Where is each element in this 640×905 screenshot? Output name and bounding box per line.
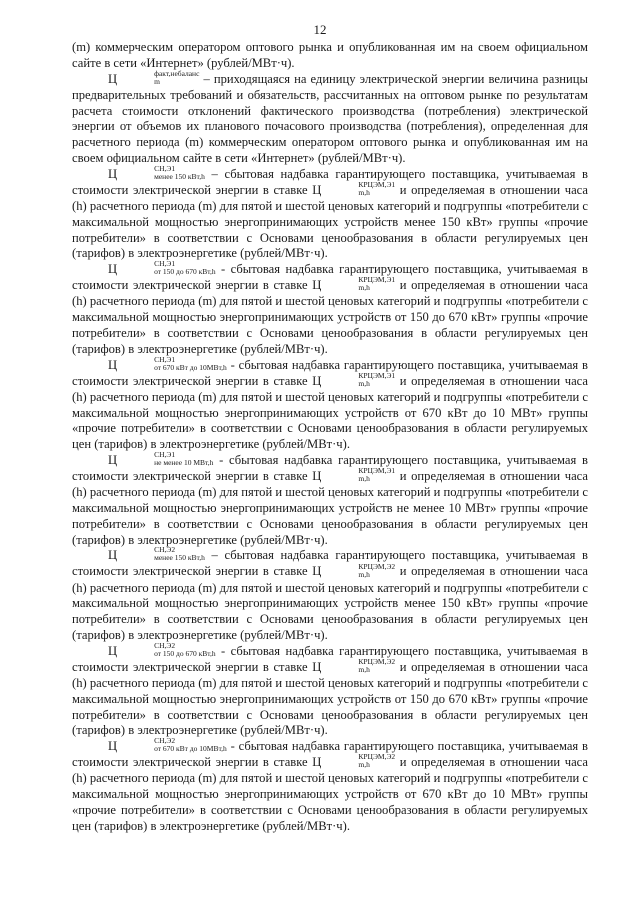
markup-paragraph: Ц СН,Э2 от 670 кВт до 10МВт,h - сбытовая надбавка гарантирующего поставщика, учитываемая в стоимости электрической энергии в ставке Ц КРЦЭМ,Э2 m,h и определяемая в отношении часа (h) расчетного периода (m) для пятой и шестой ценовых категорий и подгруппы «потребители с максимальной мощностью энергопринимающих устройств от 670 кВт до 10 МВт» группы «прочие потребители» в соответствии с Основами ценообразования в области регулируемых цен (тарифов) в электроэнергетике (рублей/МВт·ч). (72, 736, 588, 833)
document-body (72, 40, 588, 835)
markup-paragraph: Ц СН,Э2 от 150 до 670 кВт,h - сбытовая надбавка гарантирующего поставщика, учитываемая в стоимости электрической энергии в ставке Ц КРЦЭМ,Э2 m,h и определяемая в отношении часа (h) расчетного периода (m) для пятой и шестой ценовых категорий и подгруппы «потребители с максимальной мощностью энергопринимающих устройств от 150 до 670 кВт» группы «прочие потребители» в соответствии с Основами ценообразования в области регулируемых цен (тарифов) в электроэнергетике (рублей/МВт·ч). (72, 640, 588, 738)
markup-symbol: Ц СН,Э1 не менее 10 МВт,h (108, 450, 214, 468)
rate-symbol: Ц КРЦЭМ,Э1 m,h (312, 275, 396, 293)
markup-symbol: Ц СН,Э1 от 150 до 670 кВт,h (108, 259, 216, 277)
markup-paragraph: Ц СН,Э1 не менее 10 МВт,h - сбытовая надбавка гарантирующего поставщика, учитываемая в стоимости электрической энергии в ставке Ц КРЦЭМ,Э1 m,h и определяемая в отношении часа (h) расчетного периода (m) для пятой и шестой ценовых категорий и подгруппы «потребители с максимальной мощностью энергопринимающих устройств не менее 10 МВт» группы «прочие потребители» в соответствии с Основами ценообразования в области регулируемых цен (тарифов) в электроэнергетике (рублей/МВт·ч). (72, 450, 588, 547)
markup-paragraph: Ц СН,Э1 от 150 до 670 кВт,h - сбытовая надбавка гарантирующего поставщика, учитываемая в стоимости электрической энергии в ставке Ц КРЦЭМ,Э1 m,h и определяемая в отношении часа (h) расчетного периода (m) для пятой и шестой ценовых категорий и подгруппы «потребители с максимальной мощностью энергопринимающих устройств от 150 до 670 кВт» группы «прочие потребители» в соответствии с Основами ценообразования в области регулируемых цен (тарифов) в электроэнергетике (рублей/МВт·ч). (72, 259, 588, 356)
markup-paragraph: Ц СН,Э2 менее 150 кВт,h – сбытовая надбавка гарантирующего поставщика, учитываемая в стоимости электрической энергии в ставке Ц КРЦЭМ,Э2 m,h и определяемая в отношении часа (h) расчетного периода (m) для пятой и шестой ценовых категорий и подгруппы «потребители с максимальной мощностью энергопринимающих устройств менее 150 кВт» группы «прочие потребители» в соответствии с Основами ценообразования в области регулируемых цен (тарифов) в электроэнергетике (рублей/МВт·ч). (72, 545, 588, 642)
markup-symbol: Ц СН,Э1 от 670 кВт до 10МВт,h (108, 354, 227, 372)
page-number: 12 (313, 22, 327, 37)
rate-symbol: Ц КРЦЭМ,Э1 m,h (312, 466, 396, 484)
markup-symbol: Ц СН,Э1 менее 150 кВт,h (108, 163, 205, 181)
rate-symbol: Ц КРЦЭМ,Э2 m,h (312, 656, 396, 674)
markup-paragraph: Ц СН,Э1 от 670 кВт до 10МВт,h - сбытовая надбавка гарантирующего поставщика, учитываемая в стоимости электрической энергии в ставке Ц КРЦЭМ,Э1 m,h и определяемая в отношении часа (h) расчетного периода (m) для пятой и шестой ценовых категорий и подгруппы «потребители с максимальной мощностью энергопринимающих устройств от 670 кВт до 10 МВт» группы «прочие потребители» в соответствии с Основами ценообразования в области регулируемых цен (тарифов) в электроэнергетике (рублей/МВт·ч). (72, 354, 588, 452)
markup-entries (72, 163, 588, 835)
markup-symbol: Ц СН,Э2 менее 150 кВт,h (108, 545, 205, 563)
rate-symbol: Ц КРЦЭМ,Э2 m,h (312, 752, 396, 770)
intro-paragraph: (m) коммерческим оператором оптового рынка и опубликованная им на своем официальном сайте в сети «Интернет» (рублей/МВт·ч). (72, 40, 588, 70)
markup-symbol: Ц СН,Э2 от 150 до 670 кВт,h (108, 640, 216, 658)
markup-paragraph: Ц СН,Э1 менее 150 кВт,h – сбытовая надбавка гарантирующего поставщика, учитываемая в стоимости электрической энергии в ставке Ц КРЦЭМ,Э1 m,h и определяемая в отношении часа (h) расчетного периода (m) для пятой и шестой ценовых категорий и подгруппы «потребители с максимальной мощностью энергопринимающих устройств менее 150 кВт» группы «прочие потребители» в соответствии с Основами ценообразования в области регулируемых цен (тарифов) в электроэнергетике (рублей/МВт·ч). (72, 163, 588, 261)
factbal-paragraph: Ц факт,небаланс m – приходящаяся на единицу электрической энергии величина разницы предварительных требований и обязательств, рассчитанных на оптовом рынке по результатам расчета стоимости отклонений фактического производства (потребления) электрической энергии от объемов их планового почасового производства (потребления), определенная для расчетного периода (m) коммерческим оператором оптового рынка и опубликованная им на своем официальном сайте в сети «Интернет» (рублей/МВт·ч). (72, 68, 588, 165)
rate-symbol: Ц КРЦЭМ,Э1 m,h (312, 179, 396, 197)
rate-symbol: Ц КРЦЭМ,Э2 m,h (312, 561, 396, 579)
markup-symbol: Ц СН,Э2 от 670 кВт до 10МВт,h (108, 736, 227, 754)
factbal-symbol: Ц факт,небаланс m (108, 68, 200, 86)
rate-symbol: Ц КРЦЭМ,Э1 m,h (312, 370, 396, 388)
